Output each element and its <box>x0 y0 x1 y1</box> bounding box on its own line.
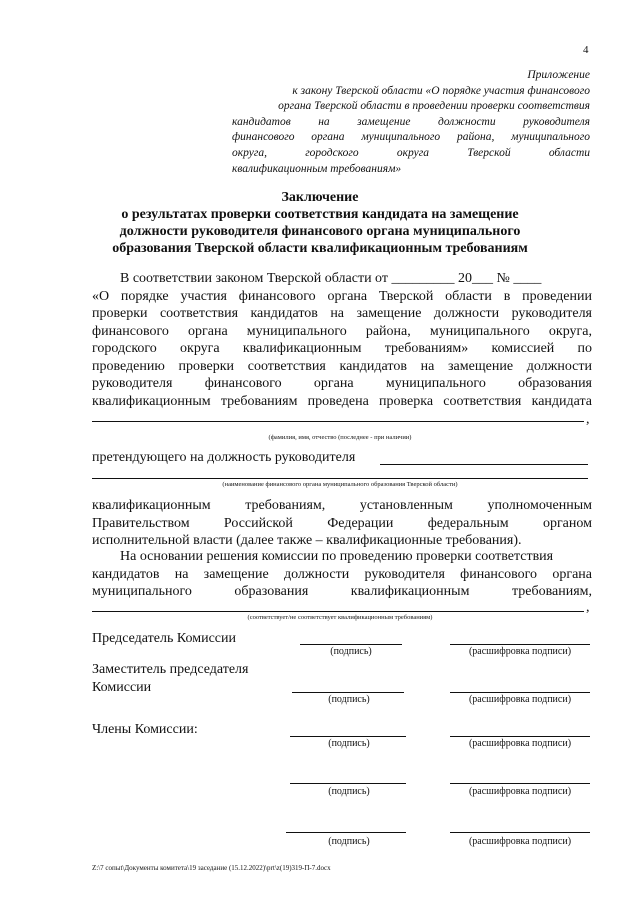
signature-line <box>286 832 406 833</box>
appendix-line: квалификационным требованиям» <box>232 162 402 175</box>
org-caption: (наименование финансового органа муниципального образования Тверской области) <box>222 481 458 488</box>
paragraph-line: На основании решения комиссии по проведению проверки соответствия <box>120 549 554 564</box>
page-number: 4 <box>583 44 589 56</box>
position-line <box>380 464 588 465</box>
paragraph-requirements <box>92 497 592 550</box>
appendix-line: органа Тверской области в проведении проверки соответствия <box>278 100 590 113</box>
paragraph-line: квалификационным требованиям проведена проверка соответствия кандидата <box>92 393 592 409</box>
title-line: должности руководителя финансового органа муниципального <box>119 224 521 239</box>
paragraph-line: финансового органа муниципального района, муниципального округа, <box>92 323 592 339</box>
appendix-line: финансового органа муниципального района, муниципального <box>232 131 590 144</box>
decode-caption: (расшифровка подписи) <box>468 786 572 797</box>
decode-caption: (расшифровка подписи) <box>468 694 572 705</box>
decode-line <box>450 736 590 737</box>
position-label: претендующего на должность руководителя <box>92 450 356 465</box>
chairman-label: Председатель Комиссии <box>92 631 236 646</box>
file-path-footer: Z:\7 сопыt\Документы комитета\19 заседание (15.12.2022)\prt\z(19)319-П-7.docx <box>92 864 331 872</box>
paragraph-decision <box>92 548 592 601</box>
signature-caption: (подпись) <box>328 836 370 847</box>
decode-caption: (расшифровка подписи) <box>468 836 572 847</box>
signature-line <box>290 783 406 784</box>
signature-caption: (подпись) <box>328 694 370 705</box>
paragraph-line: городского округа квалификационным требованиям» комиссией по <box>92 341 592 356</box>
decode-caption: (расшифровка подписи) <box>468 738 572 749</box>
signature-caption: (подпись) <box>328 738 370 749</box>
appendix-header <box>232 68 590 177</box>
paragraph-line: руководителя финансового органа муниципального образования <box>92 376 592 391</box>
signature-line <box>300 644 402 645</box>
paragraph-line: кандидатов на замещение должности руководителя финансового органа <box>92 566 592 582</box>
signature-caption: (подпись) <box>328 786 370 797</box>
fio-comma: , <box>586 412 590 427</box>
paragraph-line: исполнительной власти (далее также – квалификационные требования). <box>92 533 522 548</box>
title-line: образования Тверской области квалификационным требованиям <box>112 241 528 256</box>
conform-caption: (соответствует/не соответствует квалификационным требованиям) <box>247 614 433 621</box>
paragraph-line: муниципального образования квалификационным требованиям, <box>92 584 592 599</box>
paragraph-line: «О порядке участия финансового органа Тверской области в проведении <box>92 288 592 304</box>
deputy-label-2: Комиссии <box>92 680 152 695</box>
appendix-line: округа, городского округа Тверской области <box>232 146 590 159</box>
paragraph-line: проверки соответствия кандидатов на замещение должности руководителя <box>92 306 592 321</box>
paragraph-line: квалификационным требованиям, установленным уполномоченным <box>92 498 592 513</box>
signature-line <box>290 736 406 737</box>
paragraph-line: Правительством Российской Федерации федеральным органом <box>92 515 592 531</box>
org-line <box>92 478 588 479</box>
deputy-label: Заместитель председателя <box>92 662 249 677</box>
conform-comma: , <box>586 600 590 615</box>
fio-caption: (фамилия, имя, отчество (последнее - при наличии) <box>268 434 412 441</box>
paragraph-intro <box>92 270 592 410</box>
document-title <box>80 189 560 257</box>
paragraph-line: В соответствии законом Тверской области от _________ 20___ № ____ <box>120 271 542 286</box>
decode-line <box>450 692 590 693</box>
fio-line <box>92 421 584 422</box>
decode-caption: (расшифровка подписи) <box>468 646 572 657</box>
decode-line <box>450 783 590 784</box>
decode-line <box>450 644 590 645</box>
appendix-title: Приложение <box>527 69 590 81</box>
title-line: Заключение <box>281 190 359 205</box>
signature-caption: (подпись) <box>330 646 372 657</box>
conform-line <box>92 611 584 612</box>
appendix-line: к закону Тверской области «О порядке участия финансового <box>292 84 590 97</box>
members-label: Члены Комиссии: <box>92 722 198 737</box>
appendix-line: кандидатов на замещение должности руководителя <box>232 115 590 128</box>
decode-line <box>450 832 590 833</box>
paragraph-line: проведению проверки соответствия кандидатов на замещение должности <box>92 358 592 374</box>
title-line: о результатах проверки соответствия кандидата на замещение <box>121 207 519 222</box>
signature-line <box>292 692 404 693</box>
